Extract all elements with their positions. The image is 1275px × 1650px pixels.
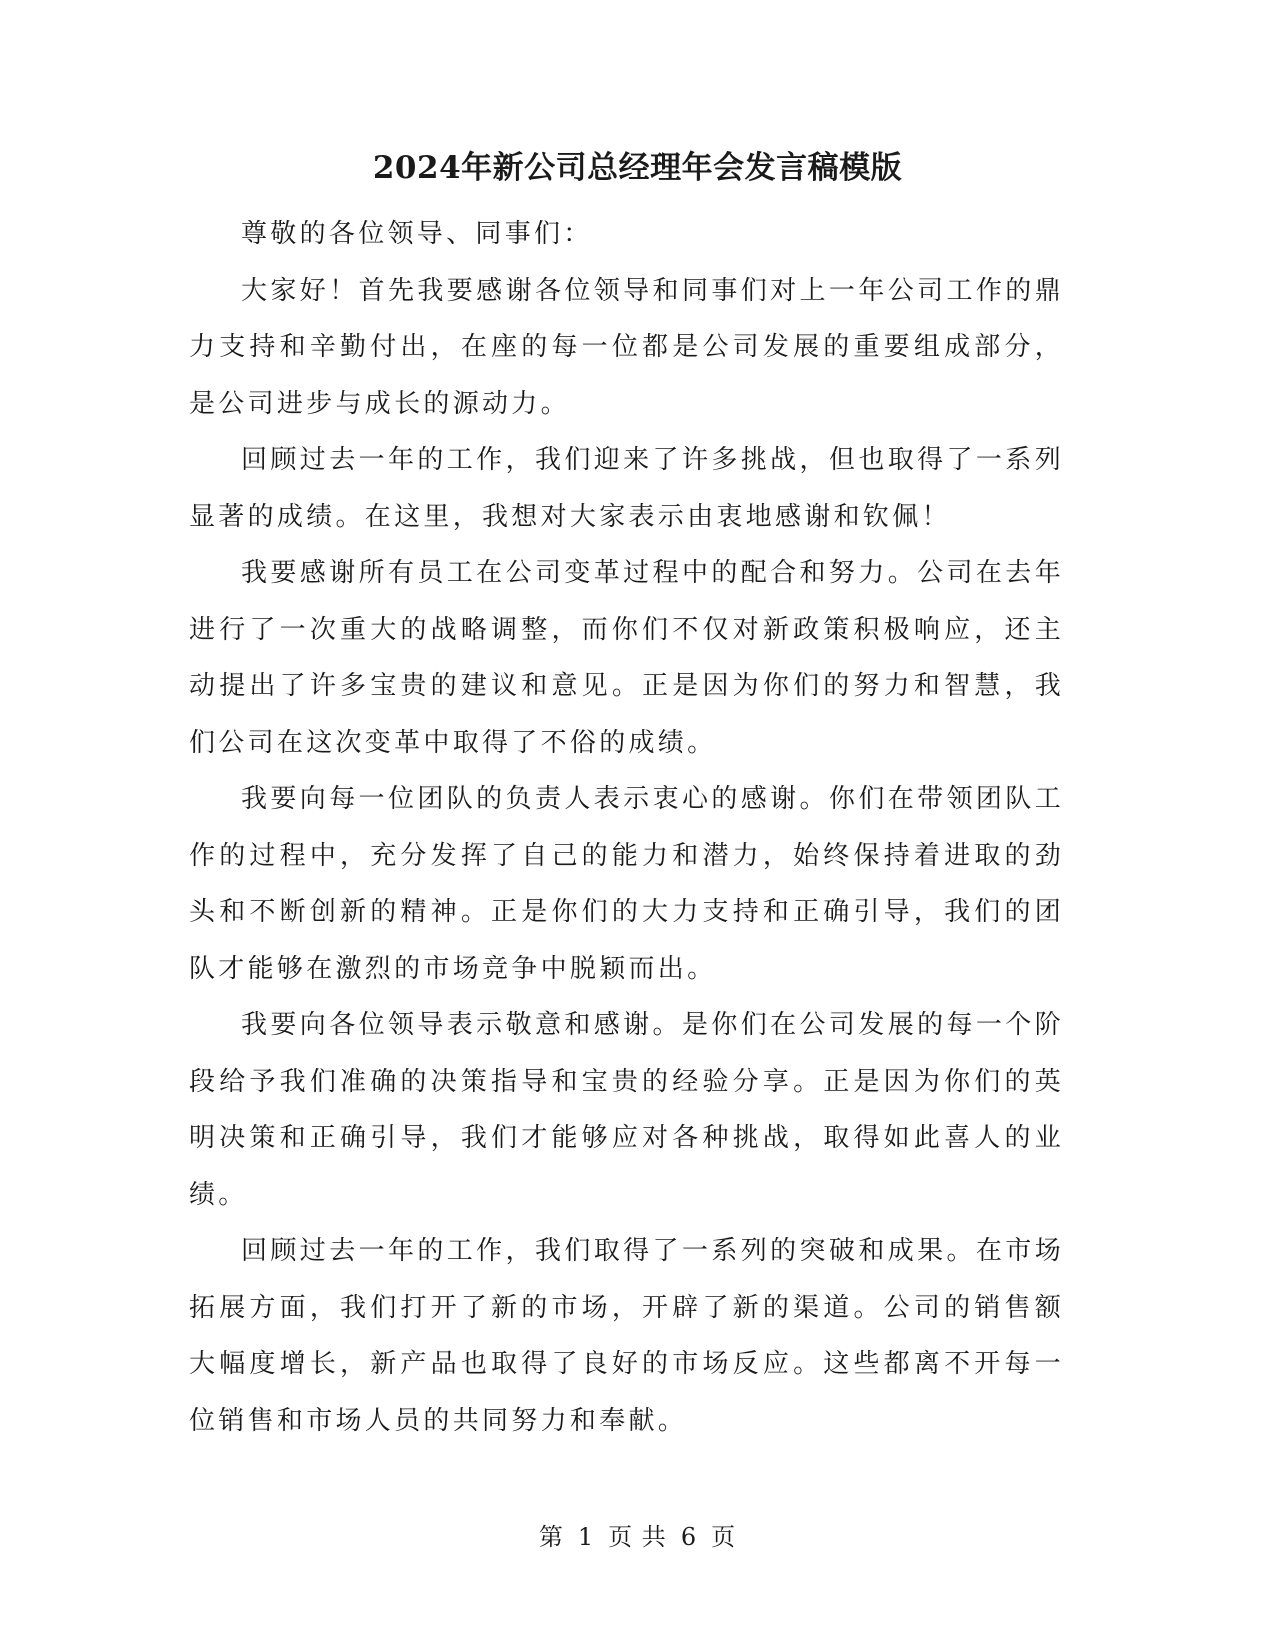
footer-middle: 页 共 — [608, 1523, 667, 1551]
body-paragraph: 我要感谢所有员工在公司变革过程中的配合和努力。公司在去年进行了一次重大的战略调整，而你们不仅对新政策积极响应，还主动提出了许多宝贵的建议和意见。正是因为你们的努力和智慧，我们公司在这次变革中取得了不俗的成绩。 — [189, 558, 1064, 758]
salutation-paragraph: 尊敬的各位领导、同事们： — [241, 219, 593, 249]
document-title: 2024年新公司总经理年会发言稿模版 — [372, 150, 903, 186]
body-paragraph: 我要向各位领导表示敬意和感谢。是你们在公司发展的每一个阶段给予我们准确的决策指导和宝贵的经验分享。正是因为你们的英明决策和正确引导，我们才能够应对各种挑战，取得如此喜人的业绩。 — [189, 1010, 1064, 1210]
body-paragraph: 大家好！首先我要感谢各位领导和同事们对上一年公司工作的鼎力支持和辛勤付出，在座的每一位都是公司发展的重要组成部分，是公司进步与成长的源动力。 — [189, 275, 1064, 419]
page-footer — [0, 1520, 1275, 1554]
footer-suffix: 页 — [711, 1523, 737, 1551]
footer-total-pages: 6 — [680, 1523, 698, 1551]
footer-prefix: 第 — [538, 1523, 564, 1551]
document-body — [189, 206, 1064, 1449]
footer-page-number: 1 — [577, 1523, 595, 1551]
body-paragraph: 我要向每一位团队的负责人表示衷心的感谢。你们在带领团队工作的过程中，充分发挥了自己的能力和潜力，始终保持着进取的劲头和不断创新的精神。正是你们的大力支持和正确引导，我们的团队才能够在激烈的市场竞争中脱颖而出。 — [189, 784, 1064, 984]
body-paragraph: 回顾过去一年的工作，我们取得了一系列的突破和成果。在市场拓展方面，我们打开了新的市场，开辟了新的渠道。公司的销售额大幅度增长，新产品也取得了良好的市场反应。这些都离不开每一位销售和市场人员的共同努力和奉献。 — [189, 1236, 1064, 1436]
body-paragraph: 回顾过去一年的工作，我们迎来了许多挑战，但也取得了一系列显著的成绩。在这里，我想对大家表示由衷地感谢和钦佩！ — [189, 445, 1064, 532]
